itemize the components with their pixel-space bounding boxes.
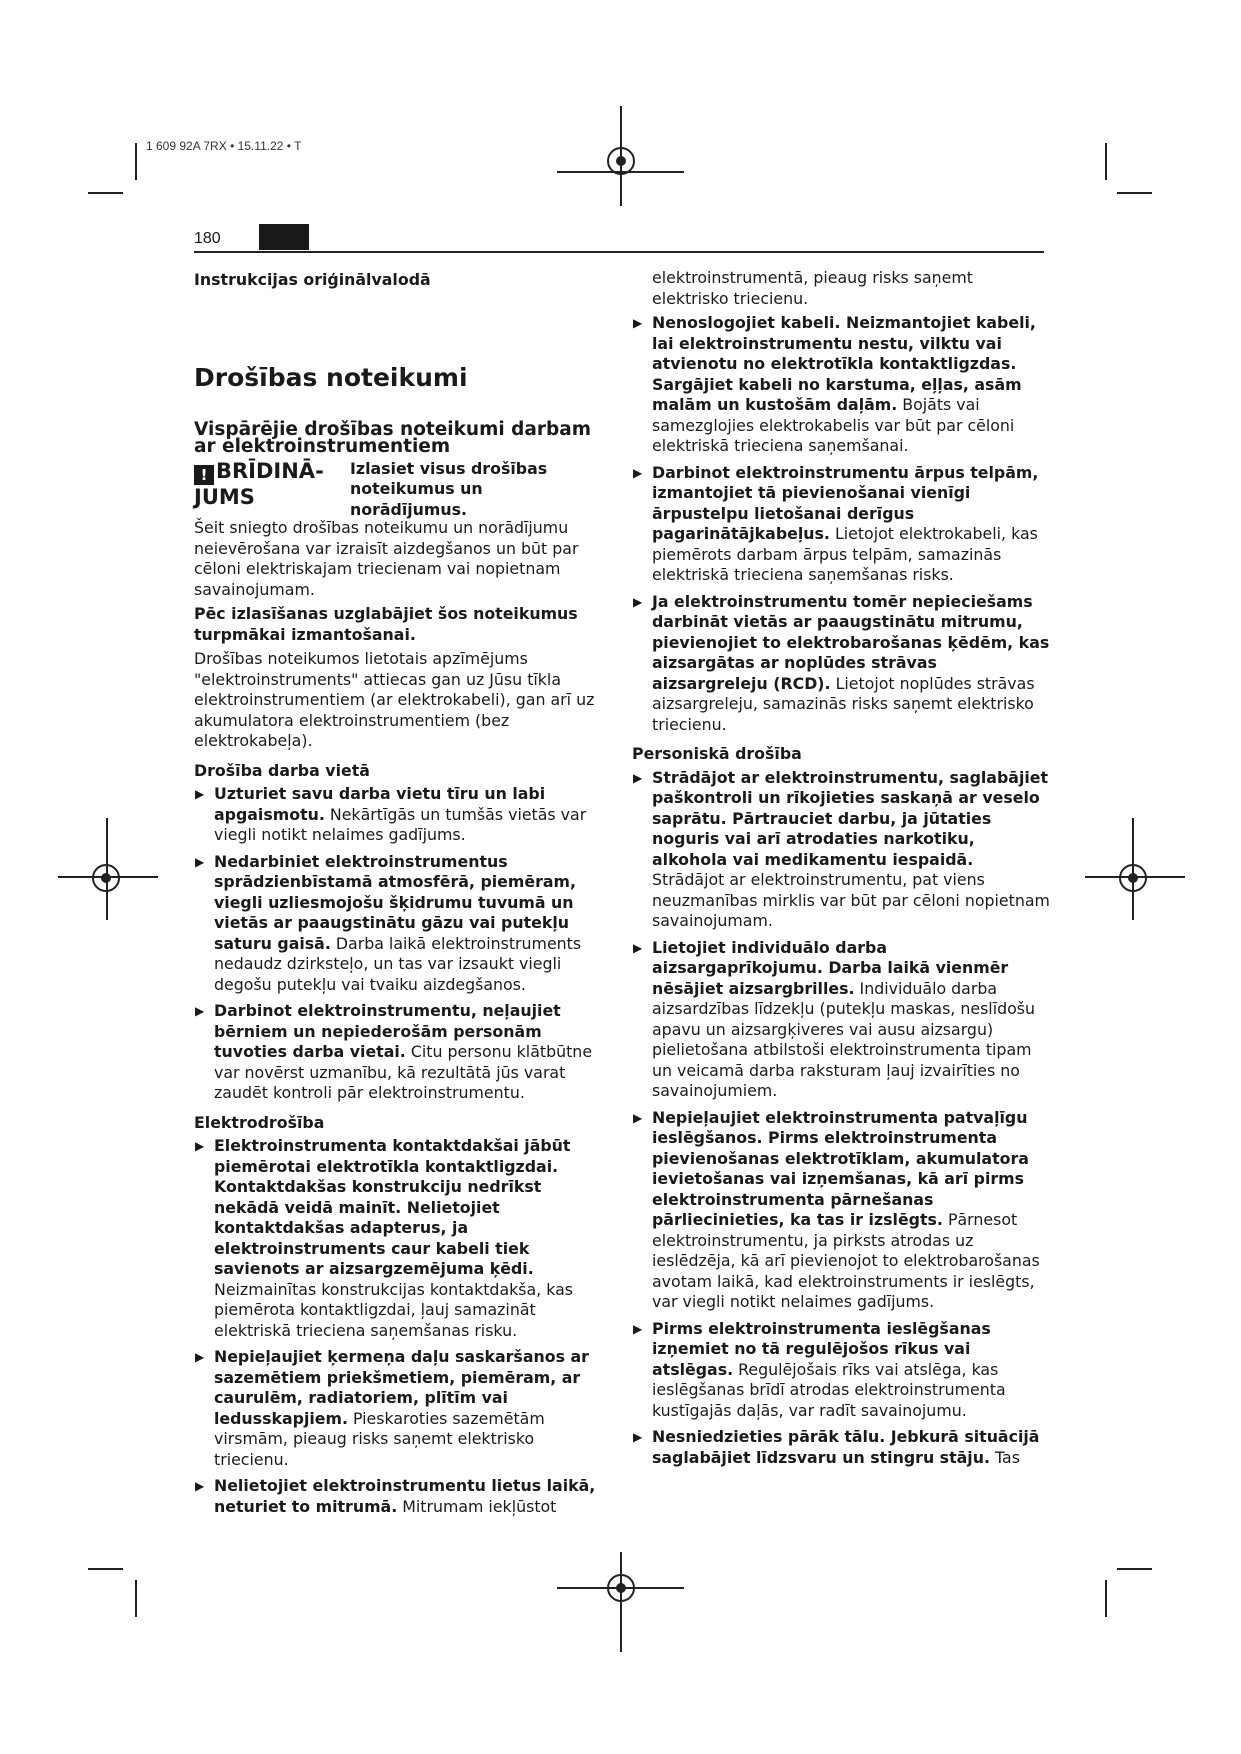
warning-block: [194, 459, 604, 521]
list-item: ▶ Darbinot elektroinstrumentu, neļaujiet bērniem un nepiederošām personām tuvoties darba vietai. Citu personu klātbūtne var novērst uzmanību, kā rezultātā jūs varat zaudēt kontroli pār elektroinstrumentu.: [195, 1001, 593, 1102]
registration-dot: [616, 1583, 626, 1593]
left-column: [194, 270, 604, 1523]
continued-text: elektroinstrumentā, pieaug risks saņemt elektrisko triecienu.: [652, 268, 973, 308]
bullet-arrow-icon: ▶: [633, 1110, 643, 1125]
bullet-arrow-icon: ▶: [633, 594, 643, 609]
list-item: ▶ Darbinot elektroinstrumentu ārpus telpām, izmantojiet tā pievienošanai vienīgi ārpustelpu lietošanai derīgus pagarinātājkabeļus. Lietojot elektrokabeli, kas piemērots darbam ārpus telpām, samazinās elektriskā trieciena saņemšanas risks.: [633, 462, 1039, 584]
bullet-arrow-icon: ▶: [633, 1321, 643, 1336]
list-item: ▶ Nepieļaujiet ķermeņa daļu saskaršanos ar sazemētiem priekšmetiem, piemēram, ar caurulēm, radiatoriem, plītīm vai ledusskapjiem. Pieskaroties sazemētām virsmām, pieaug risks saņemt elektrisko triecienu.: [195, 1347, 589, 1469]
registration-dot: [616, 156, 626, 166]
bullet-arrow-icon: ▶: [633, 770, 643, 785]
registration-dot: [1128, 873, 1138, 883]
bullet-arrow-icon: ▶: [633, 1430, 643, 1444]
page-number: 180: [194, 230, 221, 247]
warning-heading: Izlasiet visus drošības noteikumus un norādījumus.: [350, 458, 548, 519]
list-item: ▶ Uzturiet savu darba vietu tīru un labi apgaismotu. Nekārtīgās un tumšās vietās var viegli notikt nelaimes gadījums.: [195, 784, 587, 844]
page-tab-marker: [259, 224, 309, 250]
registration-line: [620, 1552, 622, 1652]
bullet-arrow-icon: ▶: [195, 1139, 205, 1153]
workplace-list: [194, 784, 604, 1104]
crop-mark: [1117, 192, 1152, 194]
page-title: Drošības noteikumi: [194, 362, 468, 392]
electrical-list-continued: [632, 313, 1050, 735]
bullet-arrow-icon: ▶: [633, 465, 643, 480]
list-item: ▶ Nedarbiniet elektroinstrumentus sprādzienbīstamā atmosfērā, piemēram, viegli uzliesmojošu šķidrumu tuvumā un vietās ar paaugstinātu gāzu vai putekļu saturu gaisā. Darba laikā elektroinstruments nedaudz dzirksteļo, un tas var izsaukt viegli degošu putekļu vai tvaiku aizdegšanos.: [195, 851, 582, 994]
bullet-arrow-icon: ▶: [633, 316, 643, 330]
personal-safety-heading: Personiskā drošība: [632, 744, 802, 763]
crop-mark: [1105, 143, 1107, 180]
crop-mark: [135, 1580, 137, 1617]
list-item: ▶ Pirms elektroinstrumenta ieslēgšanas izņemiet no tā regulējošos rīkus vai atslēgas. Regulējošais rīks vai atslēga, kas ieslēgšanas brīdī atrodas elektroinstrumenta kustīgajās daļās, var radīt savainojumu.: [633, 1318, 1006, 1420]
definition-paragraph: Drošības noteikumos lietotais apzīmējums "elektroinstruments" attiecas gan uz Jūsu tīkla elektroinstrumentiem (ar elektrokabeli), gan arī uz akumulatora elektroinstrumentiem (bez elektrokabeļa).: [194, 649, 595, 750]
list-item: ▶ Elektroinstrumenta kontaktdakšai jābūt piemērotai elektrotīkla kontaktligzdai. Kontaktdakšas konstrukciju nedrīkst nekādā veidā mainīt. Nelietojiet kontaktdakšas adapterus, ja elektroinstruments caur kabeli tiek savienots ar aizsargzemējuma ķēdi. Neizmainītas konstrukcijas kontaktdakša, kas piemērota kontaktligzdai, ļauj samazināt elektriskā trieciena saņemšanas risku.: [195, 1136, 574, 1340]
bullet-arrow-icon: ▶: [633, 940, 643, 955]
personal-safety-list: [632, 768, 1050, 1469]
section-subtitle: Vispārējie drošības noteikumi darbam ar elektroinstrumentiem: [194, 418, 592, 457]
crop-mark: [135, 143, 137, 180]
bullet-arrow-icon: ▶: [195, 1479, 205, 1493]
crop-mark: [1117, 1568, 1152, 1570]
list-item: ▶ Nepieļaujiet elektroinstrumenta patvaļīgu ieslēgšanos. Pirms elektroinstrumenta pievienošanas elektrotīklam, akumulatora ievietošanas vai izņemšanas, kā arī pirms elektroinstrumenta pārnešanas pārliecinieties, ka tas ir izslēgts. Pārnesot elektroinstrumentu, ja pirksts atrodas uz ieslēdzēja, kā arī pievienojot to elektrobarošanas avotam laikā, kad elektroinstruments ir ieslēgts, var viegli notikt nelaimes gadījums.: [633, 1107, 1040, 1311]
list-item: ▶ Strādājot ar elektroinstrumentu, saglabājiet paškontroli un rīkojieties saskaņā ar veselo saprātu. Pārtrauciet darbu, ja jūtaties noguris vai arī atrodaties narkotiku, alkohola vai medikamentu iespaidā. Strādājot ar elektroinstrumentu, pat viens neuzmanības mirklis var būt par cēloni nopietnam savainojumam.: [633, 767, 1050, 930]
list-item: ▶ Nenoslogojiet kabeli. Neizmantojiet kabeli, lai elektroinstrumentu nestu, vilktu vai atvienotu no elektrotīkla kontaktligzdas. Sargājiet kabeli no karstuma, eļļas, asām malām un kustošām daļām. Bojāts vai samezglojies elektrokabelis var būt par cēloni elektriskā trieciena saņemšanai.: [633, 313, 1036, 455]
crop-mark: [1105, 1580, 1107, 1617]
bullet-arrow-icon: ▶: [195, 787, 205, 801]
list-item: ▶ Nelietojiet elektroinstrumentu lietus laikā, neturiet to mitrumā. Mitrumam iekļūstot: [195, 1476, 596, 1516]
warning-label: [194, 459, 344, 509]
list-item: ▶ Lietojiet individuālo darba aizsargaprīkojumu. Darba laikā vienmēr nēsājiet aizsargbrilles. Individuālo darba aizsardzības līdzekļu (putekļu maskas, neslīdošu apavu un aizsargķiveres vai ausu aizsargu) pielietošana atbilstoši elektroinstrumenta tipam un veicamā darba raksturam ļauj izvairīties no savainojumiem.: [633, 937, 1036, 1100]
keep-instructions-note: Pēc izlasīšanas uzglabājiet šos noteikumus turpmākai izmantošanai.: [194, 604, 578, 644]
list-item: ▶ Ja elektroinstrumentu tomēr nepieciešams darbināt vietās ar paaugstinātu mitrumu, pievienojiet to elektrobarošanas ķēdēm, kas aizsargātas ar noplūdes strāvas aizsargreleju (RCD). Lietojot noplūdes strāvas aizsargreleju, samazinās risks saņemt elektrisko triecienu.: [633, 591, 1050, 734]
warning-label-line1: BRĪDINĀ-: [216, 458, 324, 483]
header-rule: [194, 251, 1044, 253]
registration-dot: [101, 873, 111, 883]
right-column: [632, 268, 1050, 1474]
warning-label-line2: JUMS: [194, 484, 255, 509]
language-note: Instrukcijas oriģinālvalodā: [194, 270, 431, 289]
bullet-arrow-icon: ▶: [195, 1004, 205, 1018]
warning-text: Šeit sniegto drošības noteikumu un norādījumu neievērošana var izraisīt aizdegšanos un būt par cēloni elektriskajam triecienam vai nopietnam savainojumam.: [194, 518, 579, 599]
warning-triangle-icon: !: [194, 465, 214, 485]
bullet-arrow-icon: ▶: [195, 1350, 205, 1364]
workplace-heading: Drošība darba vietā: [194, 760, 370, 780]
bullet-arrow-icon: ▶: [195, 854, 205, 869]
crop-mark: [88, 1568, 123, 1570]
list-item: ▶ Nesniedzieties pārāk tālu. Jebkurā situācijā saglabājiet līdzsvaru un stingru stāju. Tas: [633, 1427, 1040, 1467]
crop-mark: [88, 192, 123, 194]
electrical-list: [194, 1136, 604, 1517]
document-id: 1 609 92A 7RX • 15.11.22 • T: [146, 139, 302, 153]
electrical-heading: Elektrodrošība: [194, 1112, 325, 1132]
